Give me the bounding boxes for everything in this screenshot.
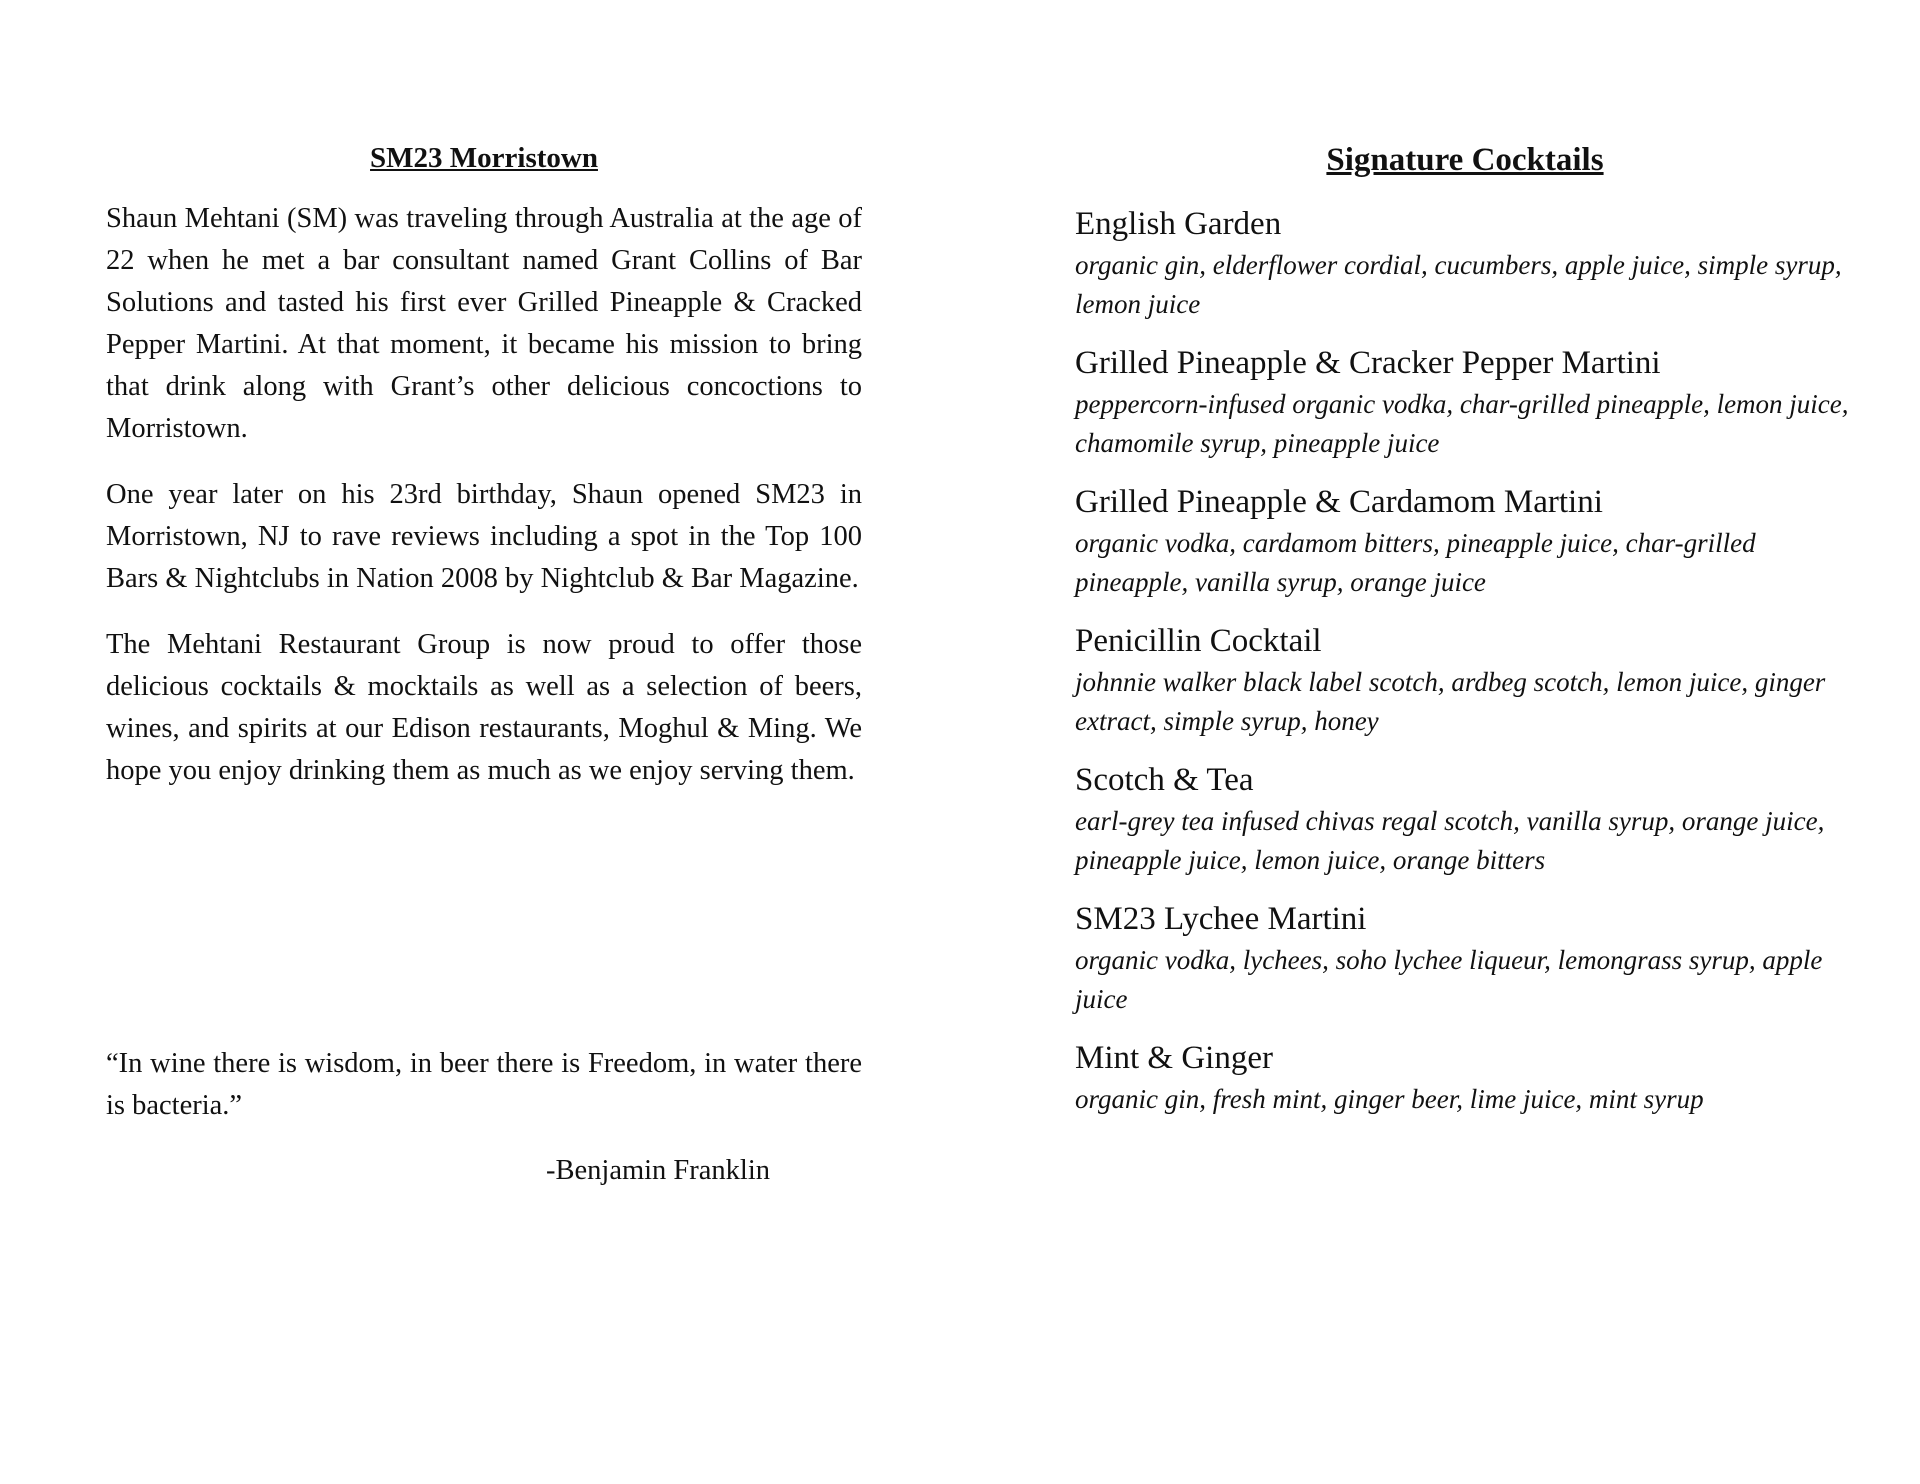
cocktail-item: [1075, 341, 1855, 462]
signature-cocktails-section: [1075, 140, 1855, 1137]
cocktail-ingredients: organic vodka, cardamom bitters, pineapple juice, char-grilled pineapple, vanilla syrup, orange juice: [1075, 528, 1756, 597]
cocktail-ingredients: organic gin, fresh mint, ginger beer, lime juice, mint syrup: [1075, 1084, 1704, 1114]
cocktail-item: [1075, 897, 1855, 1018]
cocktail-item: [1075, 619, 1855, 740]
cocktail-name: Mint & Ginger: [1075, 1040, 1273, 1076]
cocktail-ingredients: earl-grey tea infused chivas regal scotch, vanilla syrup, orange juice, pineapple juice, lemon juice, orange bitters: [1075, 806, 1825, 875]
cocktail-item: [1075, 480, 1855, 601]
cocktail-name: Grilled Pineapple & Cracker Pepper Martini: [1075, 345, 1661, 381]
cocktail-item: [1075, 1036, 1855, 1119]
about-section: [106, 140, 862, 816]
about-paragraph-1: Shaun Mehtani (SM) was traveling through Australia at the age of 22 when he met a bar consultant named Grant Collins of Bar Solutions and tasted his first ever Grilled Pineapple & Cracked Pepper Martini. At that moment, it became his mission to bring that drink along with Grant’s other delicious concoctions to Morristown.: [106, 203, 862, 444]
about-paragraph-3: The Mehtani Restaurant Group is now proud to offer those delicious cocktails & mocktails as well as a selection of beers, wines, and spirits at our Edison restaurants, Moghul & Ming. We hope you enjoy drinking them as much as we enjoy serving them.: [106, 629, 862, 786]
cocktail-name: Grilled Pineapple & Cardamom Martini: [1075, 484, 1603, 520]
cocktail-ingredients: peppercorn-infused organic vodka, char-grilled pineapple, lemon juice, chamomile syrup, pineapple juice: [1075, 389, 1849, 458]
cocktail-name: Scotch & Tea: [1075, 762, 1254, 798]
cocktail-ingredients: johnnie walker black label scotch, ardbeg scotch, lemon juice, ginger extract, simple syrup, honey: [1075, 667, 1826, 736]
cocktail-ingredients: organic gin, elderflower cordial, cucumbers, apple juice, simple syrup, lemon juice: [1075, 250, 1842, 319]
quote-attribution: -Benjamin Franklin: [546, 1155, 771, 1186]
cocktail-ingredients: organic vodka, lychees, soho lychee liqueur, lemongrass syrup, apple juice: [1075, 945, 1823, 1014]
about-paragraph-2: One year later on his 23rd birthday, Shaun opened SM23 in Morristown, NJ to rave reviews including a spot in the Top 100 Bars & Nightclubs in Nation 2008 by Nightclub & Bar Magazine.: [106, 479, 862, 594]
cocktails-title: Signature Cocktails: [1326, 142, 1604, 178]
franklin-quote: “In wine there is wisdom, in beer there is Freedom, in water there is bacteria.”: [106, 1048, 862, 1121]
about-title: SM23 Morristown: [370, 142, 598, 174]
cocktail-name: Penicillin Cocktail: [1075, 623, 1322, 659]
cocktail-name: SM23 Lychee Martini: [1075, 901, 1367, 937]
cocktail-name: English Garden: [1075, 206, 1282, 242]
cocktail-item: [1075, 202, 1855, 323]
cocktail-item: [1075, 758, 1855, 879]
